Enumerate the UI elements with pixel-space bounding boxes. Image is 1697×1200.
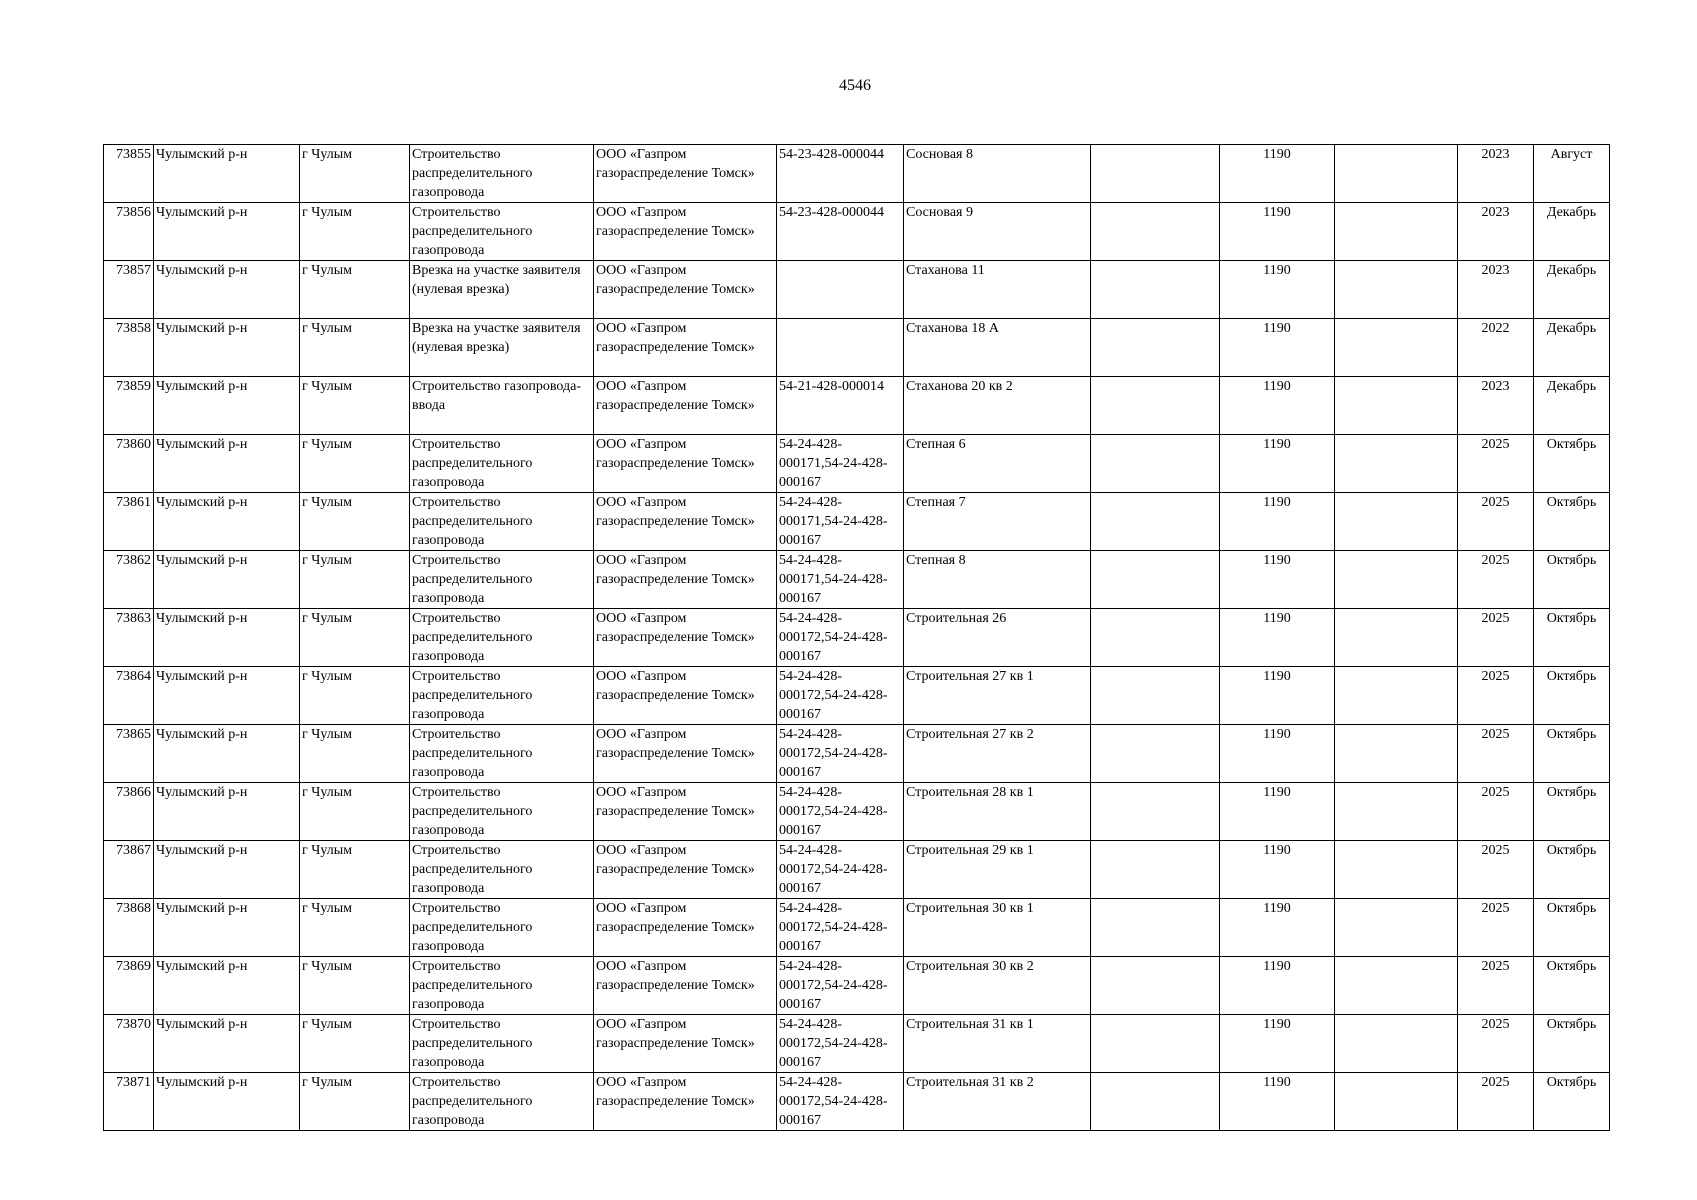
work-type-cell: Строительство распределительного газопровода: [410, 609, 594, 667]
empty-cell: [1091, 899, 1220, 957]
empty-cell: [1091, 783, 1220, 841]
locality-cell: г Чулым: [300, 783, 410, 841]
value-cell: 1190: [1220, 145, 1335, 203]
year-cell: 2023: [1458, 377, 1534, 435]
value-cell: 1190: [1220, 377, 1335, 435]
work-type-cell: Строительство газопровода-ввода: [410, 377, 594, 435]
empty-cell: [1091, 493, 1220, 551]
table-row: [104, 261, 1610, 319]
empty-cell: [1335, 667, 1458, 725]
table-row: [104, 551, 1610, 609]
cadastral-number-cell: 54-24-428-000172,54-24-428-000167: [777, 667, 904, 725]
month-cell: Декабрь: [1534, 261, 1610, 319]
table-row: [104, 1073, 1610, 1131]
address-cell: Стаханова 20 кв 2: [904, 377, 1091, 435]
table-row: [104, 1015, 1610, 1073]
row-number-cell: 73859: [104, 377, 154, 435]
locality-cell: г Чулым: [300, 203, 410, 261]
work-type-cell: Строительство распределительного газопровода: [410, 841, 594, 899]
table-row: [104, 609, 1610, 667]
organization-cell: ООО «Газпром газораспределение Томск»: [594, 1015, 777, 1073]
row-number-cell: 73867: [104, 841, 154, 899]
month-cell: Октябрь: [1534, 783, 1610, 841]
district-cell: Чулымский р-н: [154, 1015, 300, 1073]
gasification-table: [103, 144, 1610, 1131]
value-cell: 1190: [1220, 1073, 1335, 1131]
month-cell: Декабрь: [1534, 203, 1610, 261]
address-cell: Строительная 30 кв 1: [904, 899, 1091, 957]
organization-cell: ООО «Газпром газораспределение Томск»: [594, 609, 777, 667]
month-cell: Октябрь: [1534, 1015, 1610, 1073]
table-row: [104, 435, 1610, 493]
locality-cell: г Чулым: [300, 435, 410, 493]
empty-cell: [1335, 377, 1458, 435]
empty-cell: [1091, 435, 1220, 493]
address-cell: Строительная 29 кв 1: [904, 841, 1091, 899]
district-cell: Чулымский р-н: [154, 609, 300, 667]
row-number-cell: 73855: [104, 145, 154, 203]
year-cell: 2023: [1458, 145, 1534, 203]
district-cell: Чулымский р-н: [154, 667, 300, 725]
table-row: [104, 957, 1610, 1015]
empty-cell: [1091, 145, 1220, 203]
empty-cell: [1091, 261, 1220, 319]
value-cell: 1190: [1220, 667, 1335, 725]
year-cell: 2025: [1458, 493, 1534, 551]
empty-cell: [1335, 493, 1458, 551]
cadastral-number-cell: 54-23-428-000044: [777, 145, 904, 203]
empty-cell: [1091, 203, 1220, 261]
empty-cell: [1091, 725, 1220, 783]
work-type-cell: Строительство распределительного газопровода: [410, 493, 594, 551]
year-cell: 2025: [1458, 725, 1534, 783]
month-cell: Октябрь: [1534, 957, 1610, 1015]
organization-cell: ООО «Газпром газораспределение Томск»: [594, 957, 777, 1015]
address-cell: Строительная 31 кв 2: [904, 1073, 1091, 1131]
address-cell: Строительная 31 кв 1: [904, 1015, 1091, 1073]
value-cell: 1190: [1220, 261, 1335, 319]
year-cell: 2023: [1458, 203, 1534, 261]
locality-cell: г Чулым: [300, 319, 410, 377]
table-row: [104, 783, 1610, 841]
empty-cell: [1091, 609, 1220, 667]
locality-cell: г Чулым: [300, 493, 410, 551]
locality-cell: г Чулым: [300, 725, 410, 783]
locality-cell: г Чулым: [300, 377, 410, 435]
year-cell: 2025: [1458, 899, 1534, 957]
locality-cell: г Чулым: [300, 551, 410, 609]
address-cell: Стаханова 11: [904, 261, 1091, 319]
value-cell: 1190: [1220, 319, 1335, 377]
empty-cell: [1091, 1073, 1220, 1131]
district-cell: Чулымский р-н: [154, 203, 300, 261]
month-cell: Октябрь: [1534, 493, 1610, 551]
organization-cell: ООО «Газпром газораспределение Томск»: [594, 1073, 777, 1131]
month-cell: Октябрь: [1534, 667, 1610, 725]
row-number-cell: 73869: [104, 957, 154, 1015]
empty-cell: [1335, 1073, 1458, 1131]
table-row: [104, 203, 1610, 261]
table-row: [104, 725, 1610, 783]
work-type-cell: Строительство распределительного газопровода: [410, 1073, 594, 1131]
cadastral-number-cell: 54-24-428-000172,54-24-428-000167: [777, 609, 904, 667]
row-number-cell: 73860: [104, 435, 154, 493]
work-type-cell: Строительство распределительного газопровода: [410, 145, 594, 203]
locality-cell: г Чулым: [300, 145, 410, 203]
work-type-cell: Врезка на участке заявителя (нулевая врезка): [410, 319, 594, 377]
month-cell: Октябрь: [1534, 841, 1610, 899]
organization-cell: ООО «Газпром газораспределение Томск»: [594, 725, 777, 783]
value-cell: 1190: [1220, 1015, 1335, 1073]
work-type-cell: Строительство распределительного газопровода: [410, 899, 594, 957]
organization-cell: ООО «Газпром газораспределение Томск»: [594, 145, 777, 203]
empty-cell: [1335, 609, 1458, 667]
row-number-cell: 73856: [104, 203, 154, 261]
district-cell: Чулымский р-н: [154, 551, 300, 609]
row-number-cell: 73870: [104, 1015, 154, 1073]
year-cell: 2025: [1458, 1015, 1534, 1073]
row-number-cell: 73865: [104, 725, 154, 783]
district-cell: Чулымский р-н: [154, 435, 300, 493]
month-cell: Октябрь: [1534, 725, 1610, 783]
row-number-cell: 73866: [104, 783, 154, 841]
locality-cell: г Чулым: [300, 1073, 410, 1131]
cadastral-number-cell: 54-24-428-000172,54-24-428-000167: [777, 841, 904, 899]
value-cell: 1190: [1220, 725, 1335, 783]
empty-cell: [1335, 783, 1458, 841]
table-row: [104, 667, 1610, 725]
table-row: [104, 899, 1610, 957]
empty-cell: [1091, 1015, 1220, 1073]
row-number-cell: 73857: [104, 261, 154, 319]
address-cell: Строительная 27 кв 1: [904, 667, 1091, 725]
district-cell: Чулымский р-н: [154, 145, 300, 203]
year-cell: 2025: [1458, 841, 1534, 899]
month-cell: Октябрь: [1534, 609, 1610, 667]
work-type-cell: Строительство распределительного газопровода: [410, 551, 594, 609]
district-cell: Чулымский р-н: [154, 725, 300, 783]
year-cell: 2022: [1458, 319, 1534, 377]
empty-cell: [1091, 377, 1220, 435]
empty-cell: [1091, 841, 1220, 899]
address-cell: Строительная 26: [904, 609, 1091, 667]
value-cell: 1190: [1220, 551, 1335, 609]
month-cell: Октябрь: [1534, 551, 1610, 609]
cadastral-number-cell: 54-24-428-000171,54-24-428-000167: [777, 551, 904, 609]
work-type-cell: Строительство распределительного газопровода: [410, 725, 594, 783]
month-cell: Декабрь: [1534, 377, 1610, 435]
work-type-cell: Строительство распределительного газопровода: [410, 1015, 594, 1073]
empty-cell: [1335, 261, 1458, 319]
row-number-cell: 73868: [104, 899, 154, 957]
organization-cell: ООО «Газпром газораспределение Томск»: [594, 899, 777, 957]
year-cell: 2025: [1458, 957, 1534, 1015]
empty-cell: [1091, 957, 1220, 1015]
year-cell: 2023: [1458, 261, 1534, 319]
value-cell: 1190: [1220, 493, 1335, 551]
address-cell: Степная 6: [904, 435, 1091, 493]
district-cell: Чулымский р-н: [154, 493, 300, 551]
address-cell: Стаханова 18 А: [904, 319, 1091, 377]
cadastral-number-cell: 54-24-428-000172,54-24-428-000167: [777, 1015, 904, 1073]
cadastral-number-cell: 54-24-428-000171,54-24-428-000167: [777, 493, 904, 551]
district-cell: Чулымский р-н: [154, 377, 300, 435]
work-type-cell: Строительство распределительного газопровода: [410, 435, 594, 493]
locality-cell: г Чулым: [300, 261, 410, 319]
locality-cell: г Чулым: [300, 841, 410, 899]
table-row: [104, 377, 1610, 435]
locality-cell: г Чулым: [300, 957, 410, 1015]
empty-cell: [1335, 203, 1458, 261]
row-number-cell: 73863: [104, 609, 154, 667]
page-number: 4546: [839, 77, 871, 94]
cadastral-number-cell: [777, 319, 904, 377]
empty-cell: [1091, 667, 1220, 725]
address-cell: Строительная 27 кв 2: [904, 725, 1091, 783]
month-cell: Август: [1534, 145, 1610, 203]
empty-cell: [1335, 899, 1458, 957]
month-cell: Декабрь: [1534, 319, 1610, 377]
month-cell: Октябрь: [1534, 1073, 1610, 1131]
table-row: [104, 493, 1610, 551]
address-cell: Степная 8: [904, 551, 1091, 609]
organization-cell: ООО «Газпром газораспределение Томск»: [594, 261, 777, 319]
empty-cell: [1335, 435, 1458, 493]
locality-cell: г Чулым: [300, 1015, 410, 1073]
year-cell: 2025: [1458, 667, 1534, 725]
district-cell: Чулымский р-н: [154, 957, 300, 1015]
table-body: [104, 145, 1610, 1131]
address-cell: Степная 7: [904, 493, 1091, 551]
empty-cell: [1335, 1015, 1458, 1073]
organization-cell: ООО «Газпром газораспределение Томск»: [594, 493, 777, 551]
row-number-cell: 73858: [104, 319, 154, 377]
value-cell: 1190: [1220, 841, 1335, 899]
empty-cell: [1091, 551, 1220, 609]
value-cell: 1190: [1220, 783, 1335, 841]
locality-cell: г Чулым: [300, 667, 410, 725]
row-number-cell: 73862: [104, 551, 154, 609]
value-cell: 1190: [1220, 203, 1335, 261]
year-cell: 2025: [1458, 1073, 1534, 1131]
organization-cell: ООО «Газпром газораспределение Томск»: [594, 377, 777, 435]
cadastral-number-cell: 54-21-428-000014: [777, 377, 904, 435]
table-row: [104, 841, 1610, 899]
cadastral-number-cell: 54-24-428-000172,54-24-428-000167: [777, 783, 904, 841]
organization-cell: ООО «Газпром газораспределение Томск»: [594, 435, 777, 493]
locality-cell: г Чулым: [300, 899, 410, 957]
locality-cell: г Чулым: [300, 609, 410, 667]
value-cell: 1190: [1220, 899, 1335, 957]
empty-cell: [1335, 145, 1458, 203]
cadastral-number-cell: 54-23-428-000044: [777, 203, 904, 261]
year-cell: 2025: [1458, 783, 1534, 841]
cadastral-number-cell: 54-24-428-000172,54-24-428-000167: [777, 1073, 904, 1131]
table-row: [104, 145, 1610, 203]
organization-cell: ООО «Газпром газораспределение Томск»: [594, 667, 777, 725]
organization-cell: ООО «Газпром газораспределение Томск»: [594, 203, 777, 261]
district-cell: Чулымский р-н: [154, 841, 300, 899]
work-type-cell: Врезка на участке заявителя (нулевая врезка): [410, 261, 594, 319]
organization-cell: ООО «Газпром газораспределение Томск»: [594, 783, 777, 841]
organization-cell: ООО «Газпром газораспределение Томск»: [594, 319, 777, 377]
value-cell: 1190: [1220, 609, 1335, 667]
address-cell: Строительная 28 кв 1: [904, 783, 1091, 841]
row-number-cell: 73871: [104, 1073, 154, 1131]
empty-cell: [1335, 957, 1458, 1015]
value-cell: 1190: [1220, 957, 1335, 1015]
month-cell: Октябрь: [1534, 435, 1610, 493]
table-row: [104, 319, 1610, 377]
cadastral-number-cell: 54-24-428-000172,54-24-428-000167: [777, 899, 904, 957]
empty-cell: [1335, 551, 1458, 609]
cadastral-number-cell: 54-24-428-000172,54-24-428-000167: [777, 725, 904, 783]
value-cell: 1190: [1220, 435, 1335, 493]
address-cell: Строительная 30 кв 2: [904, 957, 1091, 1015]
empty-cell: [1335, 319, 1458, 377]
district-cell: Чулымский р-н: [154, 899, 300, 957]
empty-cell: [1091, 319, 1220, 377]
district-cell: Чулымский р-н: [154, 783, 300, 841]
cadastral-number-cell: 54-24-428-000172,54-24-428-000167: [777, 957, 904, 1015]
address-cell: Сосновая 9: [904, 203, 1091, 261]
organization-cell: ООО «Газпром газораспределение Томск»: [594, 841, 777, 899]
empty-cell: [1335, 725, 1458, 783]
organization-cell: ООО «Газпром газораспределение Томск»: [594, 551, 777, 609]
year-cell: 2025: [1458, 435, 1534, 493]
month-cell: Октябрь: [1534, 899, 1610, 957]
work-type-cell: Строительство распределительного газопровода: [410, 957, 594, 1015]
address-cell: Сосновая 8: [904, 145, 1091, 203]
cadastral-number-cell: [777, 261, 904, 319]
district-cell: Чулымский р-н: [154, 319, 300, 377]
cadastral-number-cell: 54-24-428-000171,54-24-428-000167: [777, 435, 904, 493]
district-cell: Чулымский р-н: [154, 261, 300, 319]
work-type-cell: Строительство распределительного газопровода: [410, 783, 594, 841]
work-type-cell: Строительство распределительного газопровода: [410, 667, 594, 725]
work-type-cell: Строительство распределительного газопровода: [410, 203, 594, 261]
row-number-cell: 73864: [104, 667, 154, 725]
empty-cell: [1335, 841, 1458, 899]
row-number-cell: 73861: [104, 493, 154, 551]
year-cell: 2025: [1458, 609, 1534, 667]
district-cell: Чулымский р-н: [154, 1073, 300, 1131]
year-cell: 2025: [1458, 551, 1534, 609]
